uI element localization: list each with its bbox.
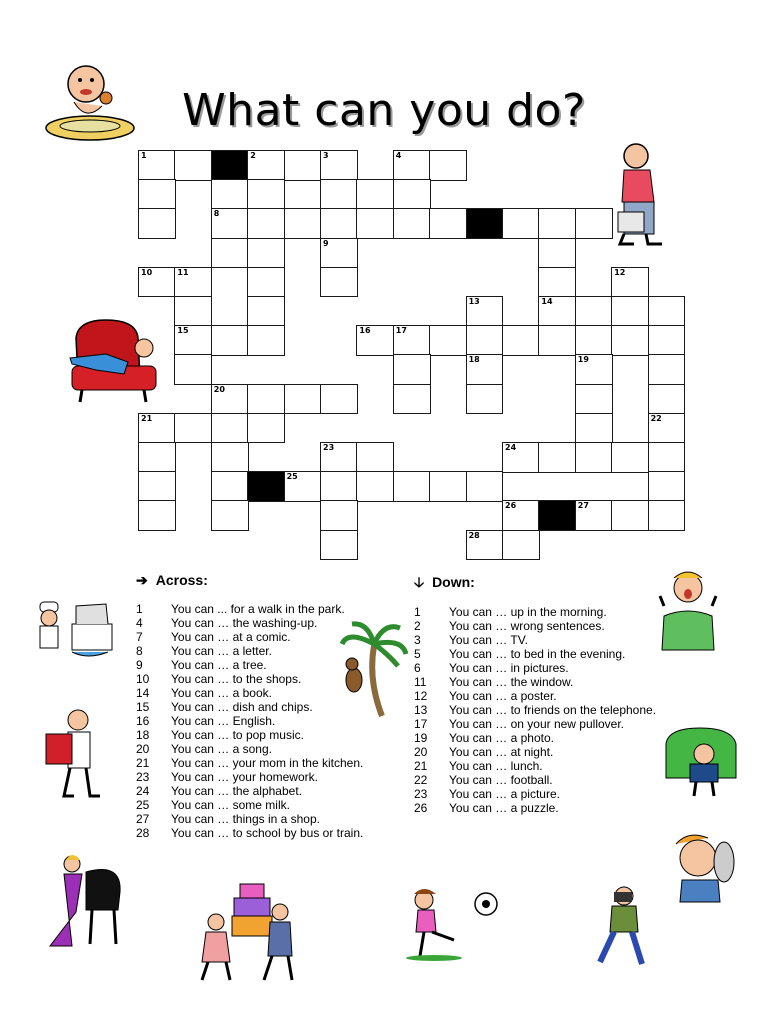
down-clue xyxy=(414,759,656,773)
clue-number-label: 4 xyxy=(395,151,402,160)
crossword-cell[interactable] xyxy=(138,267,176,298)
clue-number: 8 xyxy=(136,644,143,658)
crossword-cell[interactable] xyxy=(284,208,322,239)
clue-number-label: 21 xyxy=(141,413,153,423)
boy-eating-clipart xyxy=(44,62,138,146)
crossword-cell[interactable] xyxy=(611,296,649,327)
clue-text: You can … on your new pullover. xyxy=(449,717,625,731)
crossword-cell[interactable] xyxy=(575,500,613,531)
clue-number-label: 24 xyxy=(505,443,517,452)
clue-number: 21 xyxy=(414,759,428,773)
crossword-cell[interactable] xyxy=(284,384,322,415)
clue-number: 18 xyxy=(136,728,150,742)
down-clue xyxy=(414,717,656,731)
crossword-cell[interactable] xyxy=(466,471,504,502)
crossword-cell[interactable] xyxy=(575,208,613,239)
clue-number: 23 xyxy=(136,770,150,784)
crossword-cell[interactable] xyxy=(648,325,686,356)
crossword-cell[interactable] xyxy=(211,208,249,239)
crossword-cell[interactable] xyxy=(466,384,504,415)
clue-number-label: 10 xyxy=(141,267,153,277)
crossword-cell[interactable] xyxy=(211,500,249,531)
down-clue xyxy=(414,703,656,717)
clue-text: You can … a letter. xyxy=(171,644,272,658)
down-heading: 🡣 Down: xyxy=(414,572,475,596)
crossword-cell[interactable] xyxy=(247,150,285,181)
clue-text: You can … lunch. xyxy=(449,759,543,773)
across-clue xyxy=(136,798,363,812)
crossword-cell[interactable] xyxy=(138,150,176,181)
clue-number-label: 17 xyxy=(395,326,407,336)
crossword-cell[interactable] xyxy=(429,208,467,239)
crossword-cell[interactable] xyxy=(320,179,358,210)
crossword-cell[interactable] xyxy=(648,413,686,444)
crossword-cell[interactable] xyxy=(429,471,467,502)
across-clue xyxy=(136,714,363,728)
crossword-cell[interactable] xyxy=(538,208,576,239)
clue-number: 19 xyxy=(414,731,428,745)
clue-text: You can … your mom in the kitchen. xyxy=(171,756,364,770)
crossword-cell[interactable] xyxy=(393,325,431,356)
across-clue xyxy=(136,728,363,742)
crossword-cell[interactable] xyxy=(247,267,285,298)
crossword-cell[interactable] xyxy=(502,500,540,531)
crossword-cell[interactable] xyxy=(174,150,212,181)
crossword-cell[interactable] xyxy=(356,208,394,239)
crossword-cell[interactable] xyxy=(466,296,504,327)
clue-number-label: 11 xyxy=(177,267,189,277)
clue-text: You can … the window. xyxy=(449,675,574,689)
clue-text: You can … a book. xyxy=(171,686,272,700)
crossword-cell[interactable] xyxy=(393,208,431,239)
clue-text: You can … the washing-up. xyxy=(171,616,318,630)
clue-number: 24 xyxy=(136,784,150,798)
clue-text: You can … to friends on the telephone. xyxy=(449,703,657,717)
right-arrow-icon: ➔ xyxy=(136,572,148,588)
down-clue xyxy=(414,689,656,703)
down-clue xyxy=(414,801,656,815)
monkey-climbing-tree-clipart xyxy=(338,620,408,718)
crossword-cell[interactable] xyxy=(247,208,285,239)
clue-text: You can … TV. xyxy=(449,633,528,647)
clue-text: You can … football. xyxy=(449,773,553,787)
crossword-cell[interactable] xyxy=(247,325,285,356)
down-clue-list xyxy=(414,605,656,815)
clue-number: 20 xyxy=(136,742,150,756)
clue-text: You can … wrong sentences. xyxy=(449,619,605,633)
crossword-black-cell xyxy=(466,208,504,239)
crossword-cell[interactable] xyxy=(174,267,212,298)
across-clue xyxy=(136,672,363,686)
crossword-cell[interactable] xyxy=(174,413,212,444)
crossword-cell[interactable] xyxy=(211,179,249,210)
crossword-cell[interactable] xyxy=(247,413,285,444)
down-clue xyxy=(414,787,656,801)
clue-text: You can … to the shops. xyxy=(171,672,302,686)
across-clue xyxy=(136,700,363,714)
clue-number: 16 xyxy=(136,714,150,728)
man-sleeping-on-sofa-clipart xyxy=(660,720,742,800)
crossword-cell[interactable] xyxy=(320,267,358,298)
boy-in-armchair-clipart xyxy=(66,318,162,404)
clue-number: 2 xyxy=(414,619,421,633)
crossword-cell[interactable] xyxy=(356,179,394,210)
clue-number: 17 xyxy=(414,717,428,731)
across-clue xyxy=(136,616,363,630)
clue-number: 15 xyxy=(136,700,150,714)
crossword-cell[interactable] xyxy=(320,471,358,502)
across-clue xyxy=(136,630,363,644)
crossword-cell[interactable] xyxy=(284,471,322,502)
down-clue xyxy=(414,619,656,633)
clue-number: 1 xyxy=(136,602,143,616)
clue-number: 5 xyxy=(414,647,421,661)
clue-number: 10 xyxy=(136,672,150,686)
clue-number: 1 xyxy=(414,605,421,619)
clue-text: You can … a picture. xyxy=(449,787,560,801)
clue-number: 3 xyxy=(414,633,421,647)
crossword-cell[interactable] xyxy=(429,150,467,181)
down-clue xyxy=(414,745,656,759)
crossword-cell[interactable] xyxy=(393,179,431,210)
crossword-cell[interactable] xyxy=(320,530,358,561)
crossword-cell[interactable] xyxy=(211,442,249,473)
clue-number-label: 19 xyxy=(577,355,589,365)
clue-text: You can … a photo. xyxy=(449,731,554,745)
crossword-cell[interactable] xyxy=(393,471,431,502)
crossword-cell[interactable] xyxy=(211,413,249,444)
boy-waking-up-clipart xyxy=(658,566,718,654)
woman-at-piano-clipart xyxy=(42,852,124,948)
crossword-cell[interactable] xyxy=(538,325,576,356)
down-clue xyxy=(414,661,656,675)
clue-number-label: 26 xyxy=(505,501,517,511)
crossword-cell[interactable] xyxy=(611,442,649,473)
crossword-cell[interactable] xyxy=(466,325,504,356)
clue-text: You can … English. xyxy=(171,714,276,728)
crossword-cell[interactable] xyxy=(174,296,212,327)
clue-number: 28 xyxy=(136,826,150,840)
down-clue xyxy=(414,647,656,661)
crossword-cell[interactable] xyxy=(211,325,249,356)
clue-number: 25 xyxy=(136,798,150,812)
clue-number: 11 xyxy=(414,675,427,689)
crossword-cell[interactable] xyxy=(174,354,212,385)
clue-number-label: 18 xyxy=(468,355,480,365)
across-heading: ➔ Across: xyxy=(136,572,208,588)
crossword-cell[interactable] xyxy=(538,442,576,473)
clue-text: You can … up in the morning. xyxy=(449,605,607,619)
crossword-black-cell xyxy=(538,500,576,531)
down-clue xyxy=(414,675,656,689)
man-reading-book-clipart xyxy=(44,708,104,800)
clue-text: You can … a tree. xyxy=(171,658,267,672)
clue-number-label: 13 xyxy=(468,297,480,306)
clue-number-label: 3 xyxy=(323,151,329,160)
across-clue xyxy=(136,658,363,672)
across-clue xyxy=(136,826,363,840)
crossword-cell[interactable] xyxy=(247,238,285,269)
clue-text: You can … a song. xyxy=(171,742,272,756)
chef-washing-up-clipart xyxy=(32,600,116,662)
crossword-cell[interactable] xyxy=(211,384,249,415)
across-clue xyxy=(136,742,363,756)
crossword-cell[interactable] xyxy=(138,442,176,473)
clue-text: You can … the alphabet. xyxy=(171,784,302,798)
clue-text: You can ... for a walk in the park. xyxy=(171,602,345,616)
clue-text: You can … some milk. xyxy=(171,798,290,812)
crossword-cell[interactable] xyxy=(320,442,358,473)
crossword-cell[interactable] xyxy=(575,384,613,415)
clue-number: 22 xyxy=(414,773,428,787)
across-clue xyxy=(136,756,363,770)
crossword-black-cell xyxy=(247,471,285,502)
crossword-cell[interactable] xyxy=(575,442,613,473)
crossword-cell[interactable] xyxy=(356,325,394,356)
crossword-cell[interactable] xyxy=(648,384,686,415)
across-clue xyxy=(136,812,363,826)
clue-number-label: 25 xyxy=(286,472,298,482)
clue-number: 14 xyxy=(136,686,150,700)
crossword-cell[interactable] xyxy=(575,325,613,356)
crossword-cell[interactable] xyxy=(575,296,613,327)
across-clue xyxy=(136,784,363,798)
crossword-cell[interactable] xyxy=(648,471,686,502)
crossword-cell[interactable] xyxy=(611,325,649,356)
clue-text: You can … your homework. xyxy=(171,770,318,784)
crossword-cell[interactable] xyxy=(320,238,358,269)
crossword-cell[interactable] xyxy=(247,384,285,415)
crossword-cell[interactable] xyxy=(138,179,176,210)
crossword-cell[interactable] xyxy=(356,442,394,473)
clue-number-label: 12 xyxy=(614,267,626,277)
crossword-cell[interactable] xyxy=(356,471,394,502)
page-title: What can you do? xyxy=(182,85,586,137)
crossword-cell[interactable] xyxy=(502,530,540,561)
crossword-cell[interactable] xyxy=(648,500,686,531)
crossword-cell[interactable] xyxy=(211,471,249,502)
clue-text: You can … at night. xyxy=(449,745,554,759)
crossword-cell[interactable] xyxy=(502,442,540,473)
clue-number-label: 20 xyxy=(213,384,225,394)
crossword-cell[interactable] xyxy=(538,238,576,269)
girl-kicking-football-clipart xyxy=(404,886,500,962)
crossword-cell[interactable] xyxy=(648,442,686,473)
clue-number-label: 23 xyxy=(323,443,335,452)
man-with-suitcase-clipart xyxy=(610,140,670,250)
clue-number-label: 9 xyxy=(323,238,329,248)
photographer-clipart xyxy=(592,884,652,968)
crossword-cell[interactable] xyxy=(284,150,322,181)
down-clue xyxy=(414,633,656,647)
crossword-cell[interactable] xyxy=(138,208,176,239)
across-clue xyxy=(136,686,363,700)
clue-number: 7 xyxy=(136,630,143,644)
down-clue xyxy=(414,773,656,787)
crossword-cell[interactable] xyxy=(211,238,249,269)
clue-number: 4 xyxy=(136,616,143,630)
crossword-cell[interactable] xyxy=(393,150,431,181)
clue-number: 27 xyxy=(136,812,150,826)
clue-number: 23 xyxy=(414,787,428,801)
crossword-cell[interactable] xyxy=(648,354,686,385)
clue-number-label: 1 xyxy=(141,151,147,160)
people-with-parcels-clipart xyxy=(192,876,296,986)
clue-text: You can … to pop music. xyxy=(171,728,304,742)
clue-number-label: 14 xyxy=(541,297,553,306)
clue-text: You can … dish and chips. xyxy=(171,700,313,714)
crossword-cell[interactable] xyxy=(320,384,358,415)
clue-number-label: 2 xyxy=(250,151,256,160)
crossword-cell[interactable] xyxy=(138,413,176,444)
clue-number-label: 16 xyxy=(359,326,371,336)
crossword-cell[interactable] xyxy=(648,296,686,327)
crossword-cell[interactable] xyxy=(393,354,431,385)
clue-number: 12 xyxy=(414,689,428,703)
clue-text: You can … to bed in the evening. xyxy=(449,647,626,661)
crossword-cell[interactable] xyxy=(320,500,358,531)
clue-number-label: 8 xyxy=(213,209,220,219)
crossword-cell[interactable] xyxy=(575,354,613,385)
crossword-cell[interactable] xyxy=(575,413,613,444)
crossword-cell[interactable] xyxy=(538,267,576,298)
across-clue xyxy=(136,770,363,784)
clue-text: You can … in pictures. xyxy=(449,661,569,675)
crossword-black-cell xyxy=(211,150,249,181)
crossword-cell[interactable] xyxy=(466,354,504,385)
across-clue-list xyxy=(136,602,363,840)
crossword-cell[interactable] xyxy=(247,179,285,210)
crossword-cell[interactable] xyxy=(466,530,504,561)
down-clue xyxy=(414,731,656,745)
clue-text: You can … to school by bus or train. xyxy=(171,826,364,840)
clue-number-label: 27 xyxy=(577,501,589,511)
across-clue xyxy=(136,644,363,658)
crossword-cell[interactable] xyxy=(138,500,176,531)
clue-text: You can … a poster. xyxy=(449,689,557,703)
crossword-cell[interactable] xyxy=(429,325,467,356)
clue-number-label: 15 xyxy=(177,326,189,336)
crossword-cell[interactable] xyxy=(538,296,576,327)
clue-number: 13 xyxy=(414,703,428,717)
clue-number: 20 xyxy=(414,745,428,759)
clue-number-label: 22 xyxy=(650,413,662,423)
crossword-cell[interactable] xyxy=(320,150,358,181)
clue-number-label: 28 xyxy=(468,530,480,540)
crossword-cell[interactable] xyxy=(320,208,358,239)
crossword-cell[interactable] xyxy=(502,325,540,356)
clue-text: You can … at a comic. xyxy=(171,630,291,644)
clue-number: 26 xyxy=(414,801,428,815)
down-clue xyxy=(414,605,656,619)
crossword-cell[interactable] xyxy=(393,384,431,415)
crossword-cell[interactable] xyxy=(174,325,212,356)
clue-text: You can … things in a shop. xyxy=(171,812,320,826)
down-arrow-icon: 🡣 xyxy=(414,574,425,590)
clue-text: You can … a puzzle. xyxy=(449,801,559,815)
crossword-cell[interactable] xyxy=(611,267,649,298)
clue-number: 21 xyxy=(136,756,150,770)
crossword-cell[interactable] xyxy=(611,500,649,531)
crossword-cell[interactable] xyxy=(502,208,540,239)
crossword-cell[interactable] xyxy=(138,471,176,502)
clue-number: 6 xyxy=(414,661,421,675)
man-on-telephone-clipart xyxy=(668,828,740,904)
clue-number: 9 xyxy=(136,658,143,672)
crossword-cell[interactable] xyxy=(247,296,285,327)
across-clue xyxy=(136,602,363,616)
